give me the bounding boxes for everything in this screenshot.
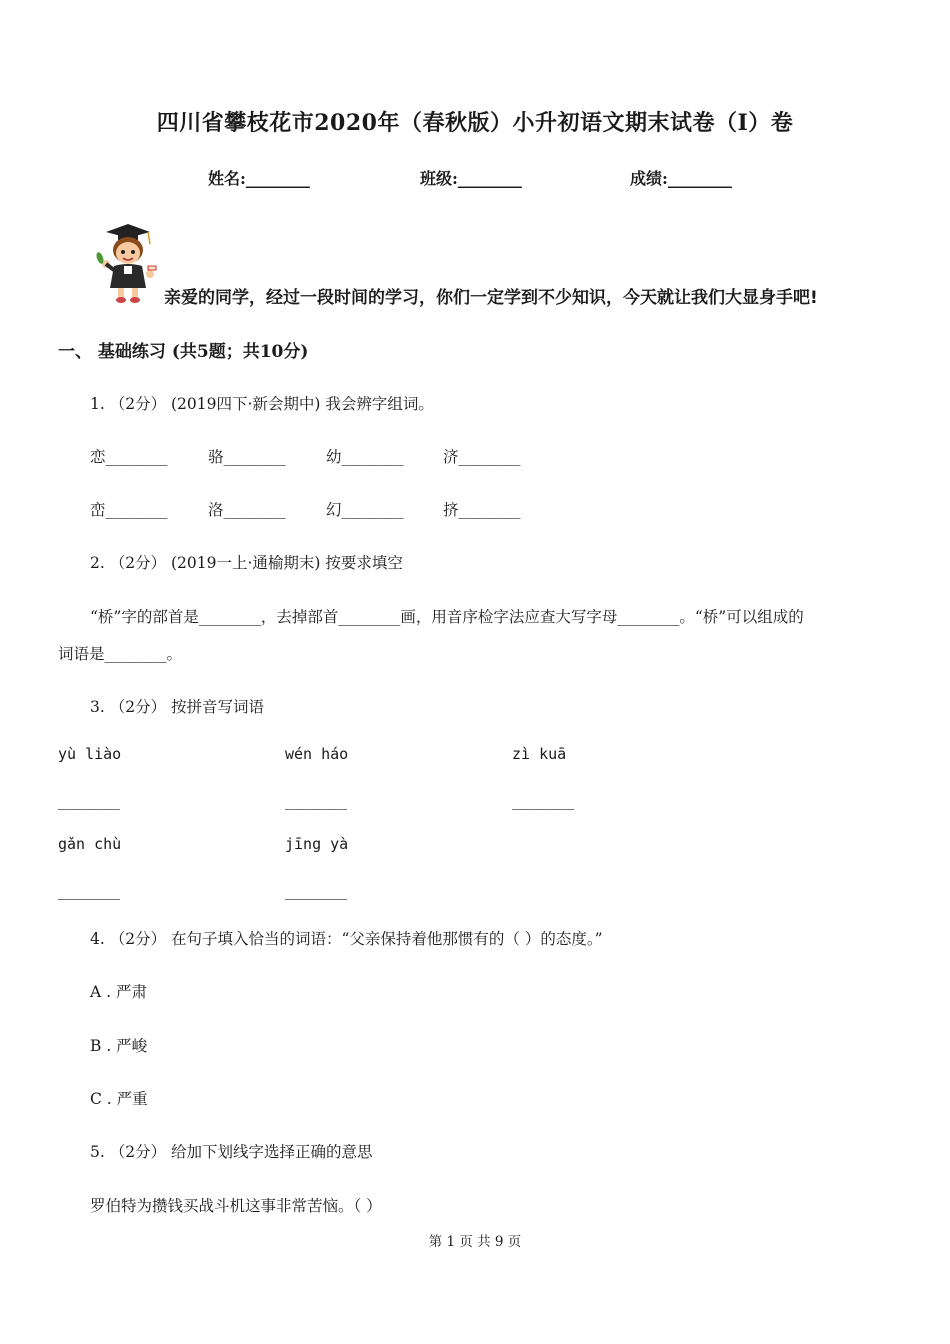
- pinyin-prompt: yù liào: [58, 745, 122, 763]
- q1-blank: 挤________: [443, 501, 521, 519]
- question-4-stem: 4. （2分） 在句子填入恰当的词语：“父亲保持着他那惯有的（ ）的态度。”: [90, 930, 603, 948]
- page-number-footer: 第 1 页 共 9 页: [428, 1234, 522, 1250]
- answer-blank: ________: [285, 792, 347, 810]
- question-5-stem: 5. （2分） 给加下划线字选择正确的意思: [90, 1143, 373, 1161]
- pinyin-prompt: zì kuā: [512, 745, 567, 763]
- q1-blank: 洛________: [208, 501, 286, 519]
- q1-blank: 幼________: [326, 448, 404, 466]
- option-b: B . 严峻: [90, 1037, 148, 1055]
- q1-blank: 济________: [443, 448, 521, 466]
- question-2-text-line: 词语是________。: [58, 645, 183, 663]
- q1-blank: 幻________: [326, 501, 404, 519]
- answer-blank: ________: [58, 882, 120, 900]
- option-c: C . 严重: [90, 1090, 148, 1108]
- q1-blank: 峦________: [90, 501, 168, 519]
- pinyin-prompt: gǎn chù: [58, 835, 122, 853]
- section-heading-basics: 一、 基础练习 (共5题；共10分): [58, 342, 309, 362]
- answer-blank: ________: [58, 792, 120, 810]
- q1-blank: 恋________: [90, 448, 168, 466]
- question-5-sentence: 罗伯特为攒钱买战斗机这事非常苦恼。（ ）: [90, 1197, 382, 1215]
- greeting-text: 亲爱的同学，经过一段时间的学习，你们一定学到不少知识，今天就让我们大显身手吧!: [164, 288, 818, 308]
- question-2-text-line: “桥”字的部首是________，去掉部首________画，用音序检字法应查大写字母________。“桥”可以组成的: [90, 608, 804, 626]
- exam-title: 四川省攀枝花市2020年（春秋版）小升初语文期末试卷（I）卷: [156, 110, 794, 136]
- pinyin-prompt: wén háo: [285, 745, 349, 763]
- answer-blank: ________: [285, 882, 347, 900]
- question-1-stem: 1. （2分） (2019四下·新会期中) 我会辨字组词。: [90, 395, 434, 413]
- student-mascot-icon: [92, 218, 158, 304]
- question-2-stem: 2. （2分） (2019一上·通榆期末) 按要求填空: [90, 554, 403, 572]
- pinyin-prompt: jīng yà: [285, 835, 349, 853]
- q1-blank: 骆________: [208, 448, 286, 466]
- option-a: A . 严肃: [90, 983, 147, 1001]
- score-field-label: 成绩:________: [630, 169, 732, 188]
- class-field-label: 班级:________: [420, 169, 522, 188]
- question-3-stem: 3. （2分） 按拼音写词语: [90, 698, 265, 716]
- name-field-label: 姓名:________: [208, 169, 310, 188]
- answer-blank: ________: [512, 792, 574, 810]
